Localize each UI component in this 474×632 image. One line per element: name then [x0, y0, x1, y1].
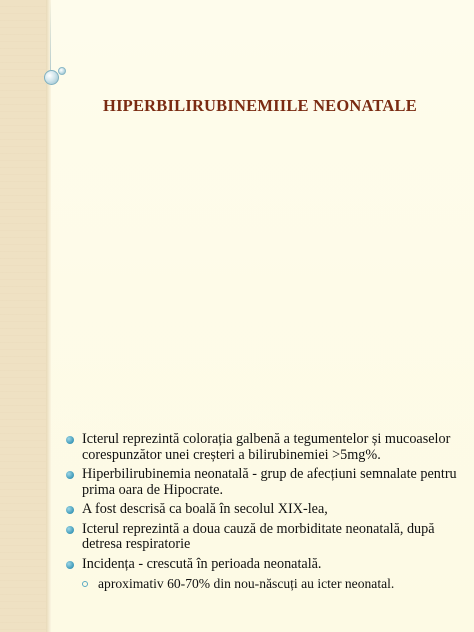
- bullet-text: Incidența - crescută în perioada neonatală.: [82, 555, 322, 572]
- bullet-dot-icon: [66, 526, 74, 534]
- sub-bullet-item: [66, 576, 466, 591]
- bullet-text: Hiperbilirubinemia neonatală - grup de afecțiuni semnalate pentru prima oara de Hipocrate.: [82, 466, 457, 498]
- bullet-item: [66, 432, 466, 463]
- decorative-small-orb-icon: [58, 67, 66, 75]
- sub-bullet-text: aproximativ 60-70% din nou-născuți au icter neonatal.: [98, 576, 395, 591]
- band-texture: [0, 0, 46, 632]
- slide-title: HIPERBILIRUBINEMIILE NEONATALE: [103, 96, 417, 115]
- bullet-list: [66, 432, 466, 591]
- bullet-item: [66, 557, 466, 573]
- sub-bullet-ring-icon: [82, 581, 88, 587]
- bullet-item: [66, 502, 466, 518]
- bullet-dot-icon: [66, 471, 74, 479]
- bullet-text: Icterul reprezintă a doua cauză de morbiditate neonatală, după detresa respiratorie: [82, 520, 435, 552]
- band-shadow: [46, 0, 51, 632]
- bullet-dot-icon: [66, 506, 74, 514]
- bullet-item: [66, 467, 466, 498]
- slide-content: [66, 432, 466, 594]
- bullet-text: Icterul reprezintă colorația galbenă a tegumentelor și mucoaselor corespunzător unei creșteri a bilirubinemiei >5mg%.: [82, 431, 451, 463]
- bullet-text: A fost descrisă ca boală în secolul XIX-lea,: [82, 501, 328, 517]
- bullet-dot-icon: [66, 436, 74, 444]
- orb-thread: [50, 0, 51, 70]
- bullet-item: [66, 522, 466, 553]
- decorative-orb-icon: [44, 70, 59, 85]
- bullet-dot-icon: [66, 561, 74, 569]
